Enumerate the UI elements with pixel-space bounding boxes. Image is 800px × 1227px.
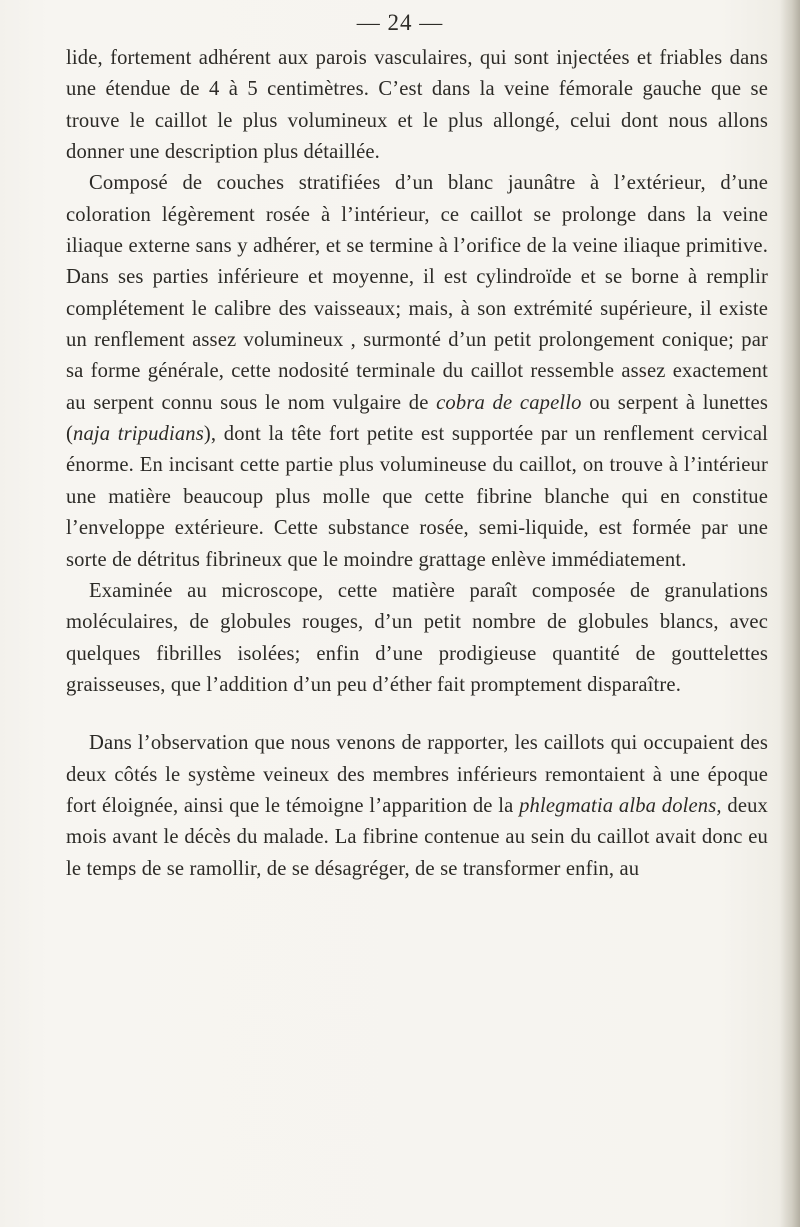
paragraph-2-text-b: ou serpent à lunettes ( bbox=[66, 391, 769, 446]
paragraph-2-text-a: Composé de couches stratifiées d’un blanc jaunâtre à l’extérieur, d’une coloration légèrement rosée à l’intérieur, ce caillot se prolonge dans la veine iliaque externe sans y adhérer, et se termine à l’orifice de la veine iliaque primitive. Dans ses parties inférieure et moyenne, il est cylindroïde et se borne à remplir complétement le calibre des vaisseaux; mais, à son extrémité supérieure, il existe un renflement assez volumineux , surmonté d’un petit prolongement conique; par sa forme générale, cette nodosité terminale du caillot ressemble assez exactement au serpent connu sous le nom vulgaire de bbox=[66, 172, 768, 414]
paragraph-4-text-b: deux mois avant le décès du malade. La fibrine contenue au sein du caillot avait donc eu le temps de se ramollir, de se désagréger, de se transformer enfin, au bbox=[66, 794, 769, 880]
paragraph-3: Examinée au microscope, cette matière paraît composée de granulations moléculaires, de globules rouges, d’un petit nombre de globules blancs, avec quelques fibrilles isolées; enfin d’une prodigieuse quantité de gouttelettes graisseuses, que l’addition d’un peu d’éther fait promptement disparaître. bbox=[66, 579, 768, 696]
page-edge-shadow bbox=[780, 0, 800, 1227]
paragraph-4-text-a: Dans l’observation que nous venons de rapporter, les caillots qui occupaient des deux côtés le système veineux des membres inférieurs remontaient à une époque fort éloignée, ainsi que le témoigne l’apparition de la bbox=[66, 732, 768, 817]
paragraph-1: lide, fortement adhérent aux parois vasculaires, qui sont injectées et friables dans une étendue de 4 à 5 centimètres. C’est dans la veine fémorale gauche que se trouve le caillot le plus volumineux et le plus allongé, celui dont nous allons donner une description plus détaillée. bbox=[66, 47, 768, 164]
paragraph-2-text-c: ), dont la tête fort petite est supportée par un renflement cervical énorme. En incisant cette partie plus volumineuse du caillot, on trouve à l’intérieur une matière beaucoup plus molle que cette fibrine blanche qui en constitue l’enveloppe extérieure. Cette substance rosée, semi-liquide, est formée par une sorte de détritus fibrineux que le moindre grattage enlève immédiatement. bbox=[66, 423, 768, 571]
paragraph-2 bbox=[66, 168, 768, 575]
italic-cobra-de-capello: cobra de capello bbox=[436, 391, 582, 414]
paragraph-4 bbox=[66, 728, 768, 885]
body-text bbox=[66, 43, 768, 885]
page-number: — 24 — bbox=[356, 10, 444, 35]
italic-naja-tripudians: naja tripudians bbox=[73, 423, 204, 446]
italic-phlegmatia-alba-dolens: phlegmatia alba dolens, bbox=[519, 794, 722, 817]
